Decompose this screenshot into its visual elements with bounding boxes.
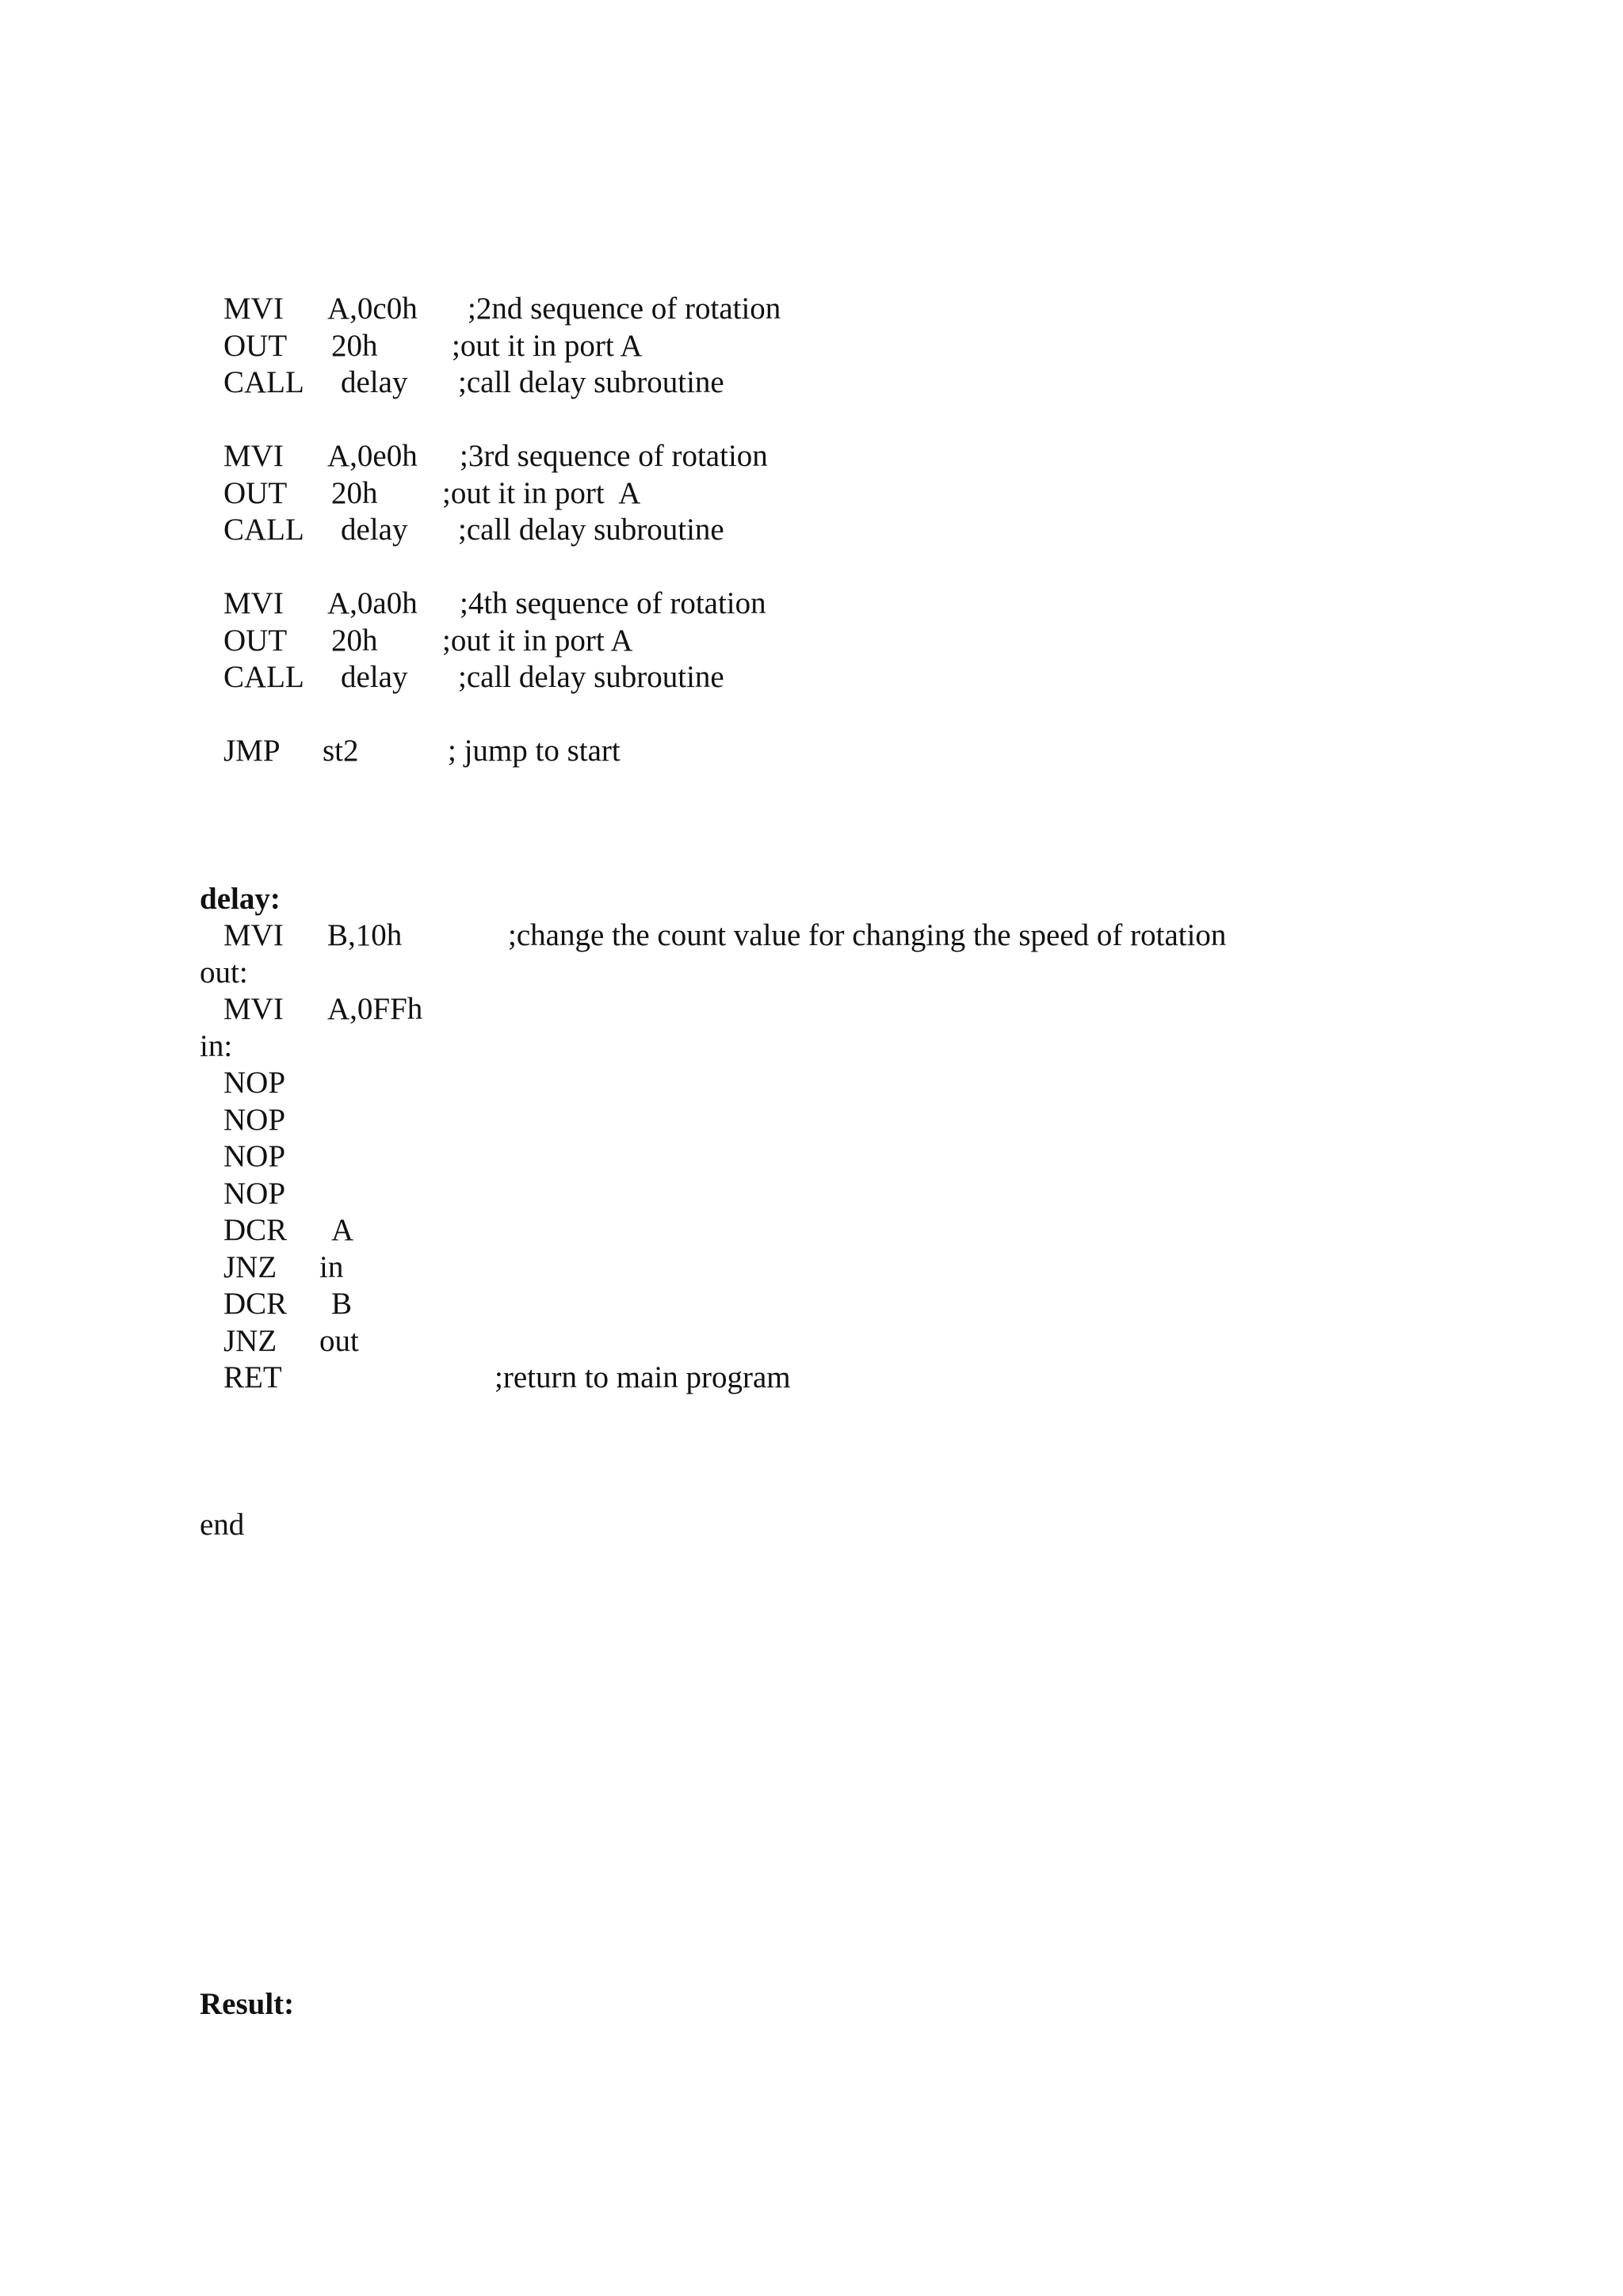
code-arg: out	[319, 1324, 359, 1358]
code-op: JMP	[223, 734, 281, 768]
code-comment: ;call delay subroutine	[458, 660, 724, 694]
code-comment: ;2nd sequence of rotation	[468, 292, 781, 326]
code-op: OUT	[223, 329, 288, 363]
code-comment: ; jump to start	[448, 734, 621, 768]
code-op: NOP	[223, 1139, 286, 1173]
code-arg: A,0a0h	[327, 586, 418, 620]
code-op: NOP	[223, 1177, 286, 1211]
code-op: MVI	[223, 918, 284, 952]
code-op: CALL	[223, 513, 304, 547]
code-arg: delay	[341, 660, 408, 694]
code-op: NOP	[223, 1066, 286, 1100]
result-heading: Result:	[200, 1987, 295, 2021]
code-comment: ;change the count value for changing the speed of rotation	[508, 918, 1227, 952]
code-arg: 20h	[331, 476, 378, 510]
code-arg: B	[331, 1287, 353, 1321]
code-op: DCR	[223, 1287, 288, 1321]
code-comment: ;out it in port A	[442, 476, 641, 510]
code-op: OUT	[223, 624, 288, 658]
code-comment: ;out it in port A	[452, 329, 643, 363]
code-op: OUT	[223, 476, 288, 510]
code-op: DCR	[223, 1213, 288, 1247]
code-op: RET	[223, 1360, 282, 1394]
code-op: MVI	[223, 439, 284, 473]
code-arg: 20h	[331, 624, 378, 658]
code-arg: st2	[323, 734, 359, 768]
code-op: CALL	[223, 660, 304, 694]
code-arg: delay	[341, 365, 408, 399]
code-op: MVI	[223, 292, 284, 326]
code-op: JNZ	[223, 1250, 277, 1284]
delay-label: delay:	[200, 882, 281, 916]
code-arg: B,10h	[327, 918, 403, 952]
code-comment: ;call delay subroutine	[458, 513, 724, 547]
code-op: JNZ	[223, 1324, 277, 1358]
code-arg: A,0FFh	[327, 992, 423, 1026]
code-arg: delay	[341, 513, 408, 547]
code-op: MVI	[223, 992, 284, 1026]
code-op: NOP	[223, 1103, 286, 1137]
code-arg: A	[331, 1213, 354, 1247]
code-op: MVI	[223, 586, 284, 620]
code-comment: ;return to main program	[495, 1360, 791, 1394]
in-label: in:	[200, 1029, 233, 1063]
code-comment: ;4th sequence of rotation	[460, 586, 766, 620]
code-comment: ;call delay subroutine	[458, 365, 724, 399]
code-comment: ;3rd sequence of rotation	[460, 439, 768, 473]
code-arg: 20h	[331, 329, 378, 363]
code-op: CALL	[223, 365, 304, 399]
code-arg: A,0e0h	[327, 439, 418, 473]
code-comment: ;out it in port A	[442, 624, 633, 658]
end-label: end	[200, 1508, 245, 1542]
code-arg: A,0c0h	[327, 292, 418, 326]
out-label: out:	[200, 955, 248, 990]
code-arg: in	[319, 1250, 344, 1284]
